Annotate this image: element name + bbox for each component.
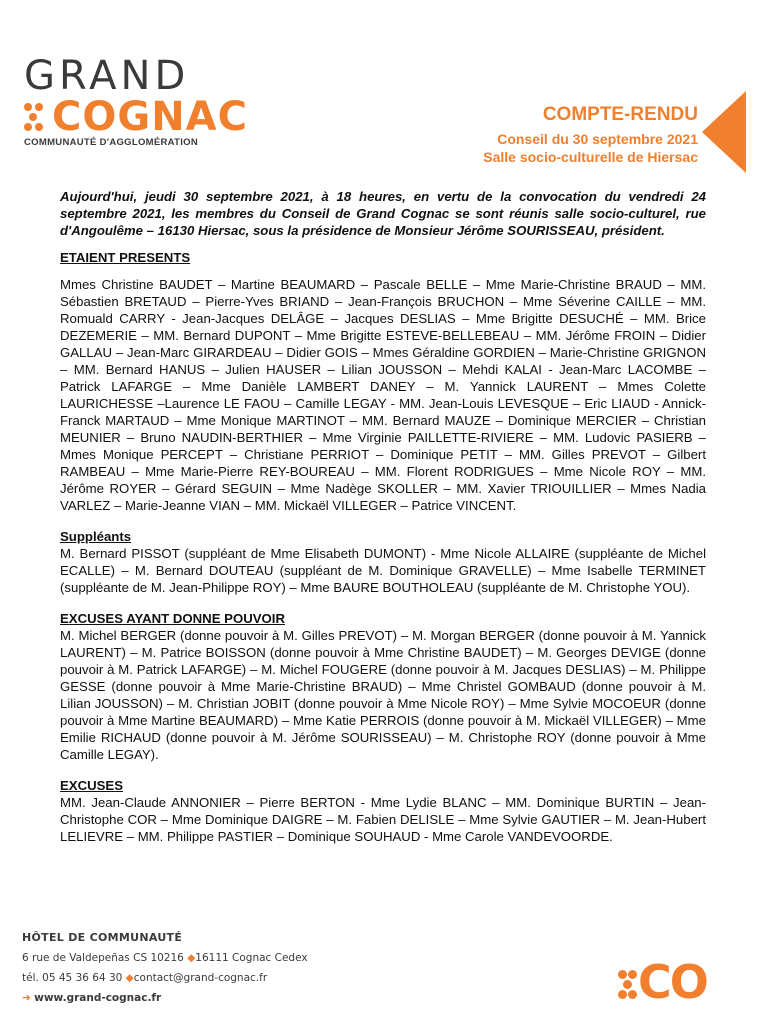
footer-phone: tél. 05 45 36 64 30 <box>22 972 123 984</box>
excuses-title: EXCUSES <box>60 778 124 793</box>
pouvoir-list: M. Michel BERGER (donne pouvoir à M. Gilles PREVOT) – M. Morgan BERGER (donne pouvoir à M. Yannick LAURENT) – M. Patrice BOISSON (donne pouvoir à Mme Christine BAUDET) – M. Georges DEVIGE (donne pouvoir à M. Patrick LAFARGE) – M. Michel FOUGERE (donne pouvoir à M. Jacques DESLIAS) – M. Philippe GESSE (donne pouvoir à Mme Marie-Christine BRAUD) – Mme Christel GOMBAUD (donne pouvoir à M. Lilian JOUSSON) – M. Christian JOBIT (donne pouvoir à Mme Nicole ROY) – Mme Sylvie MOCOEUR (donne pouvoir à Mme Martine BEAUMARD) – Mme Katie PERROIS (donne pouvoir à M. Mickaël VILLEGER) – Mme Emilie RICHAUD (donne pouvoir à M. Jérôme SOURISSEAU) – M. Christophe ROY (donne pouvoir à Mme Camille LEGAY). <box>60 628 706 762</box>
logo-cognac-row <box>24 94 254 140</box>
footer-website[interactable]: www.grand-cognac.fr <box>34 992 162 1004</box>
logo-subtitle: COMMUNAUTÉ D'AGGLOMÉRATION <box>24 137 199 148</box>
logo-dots-icon <box>24 100 50 134</box>
intro-paragraph: Aujourd'hui, jeudi 30 septembre 2021, à 18 heures, en vertu de la convocation du vendredi 24 septembre 2021, les membres du Conseil de Grand Cognac se sont réunis salle socio-culturel, rue d'Angoulême – 16130 Hiersac, sous la présidence de Monsieur Jérôme SOURISSEAU, président. <box>60 189 706 238</box>
footer-logo-text: CO <box>638 955 707 1009</box>
document-heading <box>483 104 698 166</box>
footer-title: HÔTEL DE COMMUNAUTÉ <box>22 931 183 944</box>
presents-list: Mmes Christine BAUDET – Martine BEAUMARD – Pascale BELLE – Mme Marie-Christine BRAUD – MM. Sébastien BRETAUD – Pierre-Yves BRIAND – Jean-François BRUCHON – Mme Séverine CAILLE – MM. Romuald CARRY - Jean-Jacques DELÂGE – Jacques DESLIAS – Mme Brigitte DESUCHÉ – MM. Brice DEZEMERIE – MM. Bernard DUPONT – Mme Brigitte ESTEVE-BELLEBEAU – MM. Jérôme FROIN – Didier GALLAU – Jean-Marc GIRARDEAU – Didier GOIS – Mmes Géraldine GORDIEN – Marie-Christine GRIGNON – MM. Bernard HANUS – Julien HAUSER – Lilian JOUSSON – Mehdi KALAI - Jean-Marc LACOMBE – Patrick LAFARGE – Mme Danièle LAMBERT DANEY – M. Yannick LAURENT – Mmes Colette LAURICHESSE –Laurence LE FAOU – Camille LEGAY - MM. Jean-Louis LEVESQUE – Eric LIAUD - Annick-Franck MARTAUD – Mme Monique MARTINOT – MM. Bernard MAUZE – Dominique MERCIER – Christian MEUNIER – Bruno NAUDIN-BERTHIER – Mme Virginie PAILLETTE-RIVIERE – MM. Ludovic PASIERB – Mmes Monique PERCEPT – Christiane PERRIOT – Dominique PETIT – MM. Gilles PREVOT – Gilbert RAMBEAU – Mme Marie-Pierre REY-BOUREAU – MM. Florent RODRIGUES – Mme Nicole ROY – MM. Jérôme ROYER – Gérard SEGUIN – Mme Nadège SKOLLER – MM. Xavier TRIOUILLIER – Mmes Nadia VARLEZ – Marie-Jeanne VIAN – MM. Mickaël VILLEGER – Patrice VINCENT. <box>60 277 706 513</box>
meeting-location: Salle socio-culturelle de Hiersac <box>483 149 698 165</box>
footer-website-row <box>22 988 308 1008</box>
diamond-icon: ◆ <box>125 972 134 984</box>
excuses-list: MM. Jean-Claude ANNONIER – Pierre BERTON - Mme Lydie BLANC – MM. Dominique BURTIN – Jean-Christophe COR – Mme Dominique DAIGRE – M. Fabien DELISLE – Mme Sylvie GAUTIER – M. Jean-Hubert LELIEVRE – MM. Philippe PASTIER – Dominique SOUHAUD - Mme Carole VANDEVOORDE. <box>60 795 706 844</box>
meeting-date: Conseil du 30 septembre 2021 <box>497 131 698 147</box>
diamond-icon: ◆ <box>187 952 196 964</box>
grand-cognac-logo <box>24 53 254 148</box>
suppleants-list: M. Bernard PISSOT (suppléant de Mme Elisabeth DUMONT) - Mme Nicole ALLAIRE (suppléante de Michel ECALLE) – M. Bernard DOUTEAU (suppléant de M. Dominique GRAVELLE) – Mme Isabelle TERMINET (suppléante de M. Jean-Philippe ROY) – Mme BAURE BOUTHOLEAU (suppléante de M. Christophe YOU). <box>60 546 706 595</box>
document-title: COMPTE-RENDU <box>542 104 698 125</box>
corner-triangle-decoration <box>702 91 746 173</box>
footer-email[interactable]: contact@grand-cognac.fr <box>133 972 268 984</box>
footer-logo-dots-icon <box>618 966 638 998</box>
footer-contact <box>22 928 308 1008</box>
presents-title: ETAIENT PRESENTS <box>60 250 191 265</box>
footer-phone-email <box>22 968 308 988</box>
footer-logo <box>618 955 708 1009</box>
pouvoir-title: EXCUSES AYANT DONNE POUVOIR <box>60 611 285 626</box>
logo-cognac-text: COGNAC <box>52 94 248 140</box>
footer-address: 6 rue de Valdepeñas CS 10216 ◆16111 Cognac Cedex <box>22 952 308 964</box>
document-body <box>60 188 706 845</box>
arrow-right-icon: ➜ <box>22 992 31 1004</box>
logo-grand-text: GRAND <box>24 53 190 99</box>
suppleants-title: Suppléants <box>60 529 132 544</box>
